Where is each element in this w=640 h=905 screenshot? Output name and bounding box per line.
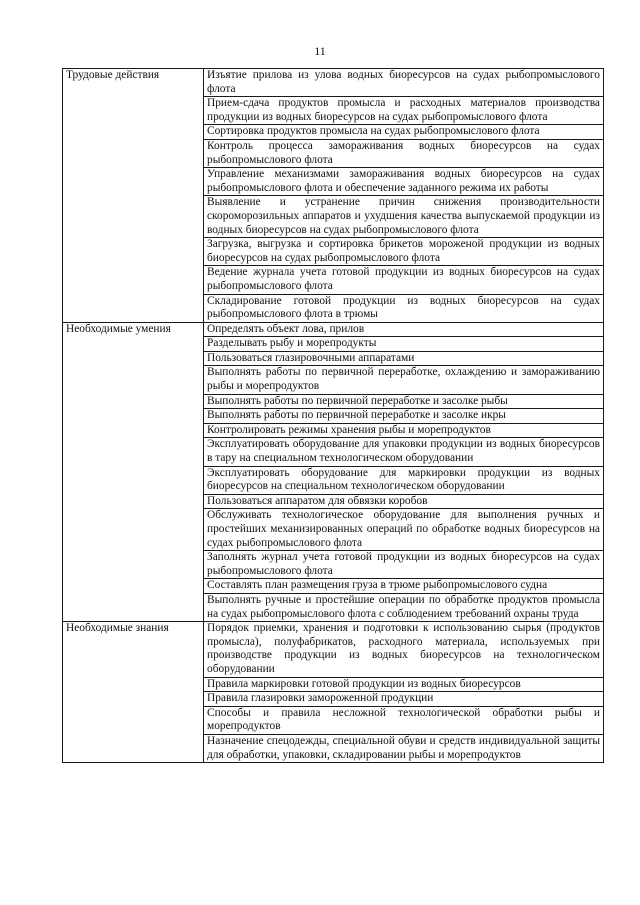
list-item: Эксплуатировать оборудование для упаковки продукции из водных биоресурсов в тару на специальном технологическом оборудовании [204, 438, 604, 466]
requirements-table [62, 68, 604, 763]
list-item: Эксплуатировать оборудование для маркировки продукции из водных биоресурсов на специальном технологическом оборудовании [204, 466, 604, 494]
table-row [63, 322, 604, 337]
list-item: Пользоваться глазировочными аппаратами [204, 351, 604, 366]
list-item: Определять объект лова, прилов [204, 322, 604, 337]
list-item: Сортировка продуктов промысла на судах рыбопромыслового флота [204, 125, 604, 140]
list-item: Контролировать режимы хранения рыбы и морепродуктов [204, 423, 604, 438]
list-item: Выполнять работы по первичной переработке и засолке икры [204, 409, 604, 424]
list-item: Ведение журнала учета готовой продукции из водных биоресурсов на судах рыбопромыслового флота [204, 266, 604, 294]
table-row [63, 69, 604, 97]
list-item: Обслуживать технологическое оборудование для выполнения ручных и простейших механизированных операций по обработке водных биоресурсов на судах рыбопромыслового флота [204, 509, 604, 551]
list-item: Управление механизмами замораживания водных биоресурсов на судах рыбопромыслового флота и обеспечение заданного режима их работы [204, 168, 604, 196]
list-item: Контроль процесса замораживания водных биоресурсов на судах рыбопромыслового флота [204, 139, 604, 167]
table-row [63, 622, 604, 677]
list-item: Прием-сдача продуктов промысла и расходных материалов производства продукции из водных биоресурсов на судах рыбопромыслового флота [204, 97, 604, 125]
list-item: Выявление и устранение причин снижения производительности скороморозильных аппаратов и ухудшения качества выпускаемой продукции из водных биоресурсов на судах рыбопромыслового флота [204, 196, 604, 238]
list-item: Разделывать рыбу и морепродукты [204, 337, 604, 352]
list-item: Порядок приемки, хранения и подготовки к использованию сырья (продуктов промысла), полуфабрикатов, расходного материала, используемых при производстве продукции из водных биоресурсов на технологическом оборудовании [204, 622, 604, 677]
list-item: Выполнять работы по первичной переработке и засолке рыбы [204, 394, 604, 409]
list-item: Составлять план размещения груза в трюме рыбопромыслового судна [204, 579, 604, 594]
list-item: Назначение спецодежды, специальной обуви и средств индивидуальной защиты для обработки, упаковки, складировании рыбы и морепродуктов [204, 734, 604, 762]
list-item: Правила маркировки готовой продукции из водных биоресурсов [204, 677, 604, 692]
list-item: Изъятие прилова из улова водных биоресурсов на судах рыбопромыслового флота [204, 69, 604, 97]
list-item: Правила глазировки замороженной продукции [204, 692, 604, 707]
list-item: Загрузка, выгрузка и сортировка брикетов мороженой продукции из водных биоресурсов на судах рыбопромыслового флота [204, 238, 604, 266]
page-number: 11 [314, 44, 326, 58]
list-item: Способы и правила несложной технологической обработки рыбы и морепродуктов [204, 706, 604, 734]
list-item: Заполнять журнал учета готовой продукции из водных биоресурсов на судах рыбопромыслового флота [204, 551, 604, 579]
list-item: Пользоваться аппаратом для обвязки коробов [204, 494, 604, 509]
list-item: Выполнять ручные и простейшие операции по обработке продуктов промысла на судах рыбопромыслового флота с соблюдением требований охраны труда [204, 593, 604, 621]
list-item: Выполнять работы по первичной переработке, охлаждению и замораживанию рыбы и морепродуктов [204, 366, 604, 394]
list-item: Складирование готовой продукции из водных биоресурсов на судах рыбопромыслового флота в трюмы [204, 294, 604, 322]
section-heading-required-knowledge: Необходимые знания [63, 622, 204, 763]
section-heading-required-skills: Необходимые умения [63, 322, 204, 621]
section-heading-labor-actions: Трудовые действия [63, 69, 204, 323]
